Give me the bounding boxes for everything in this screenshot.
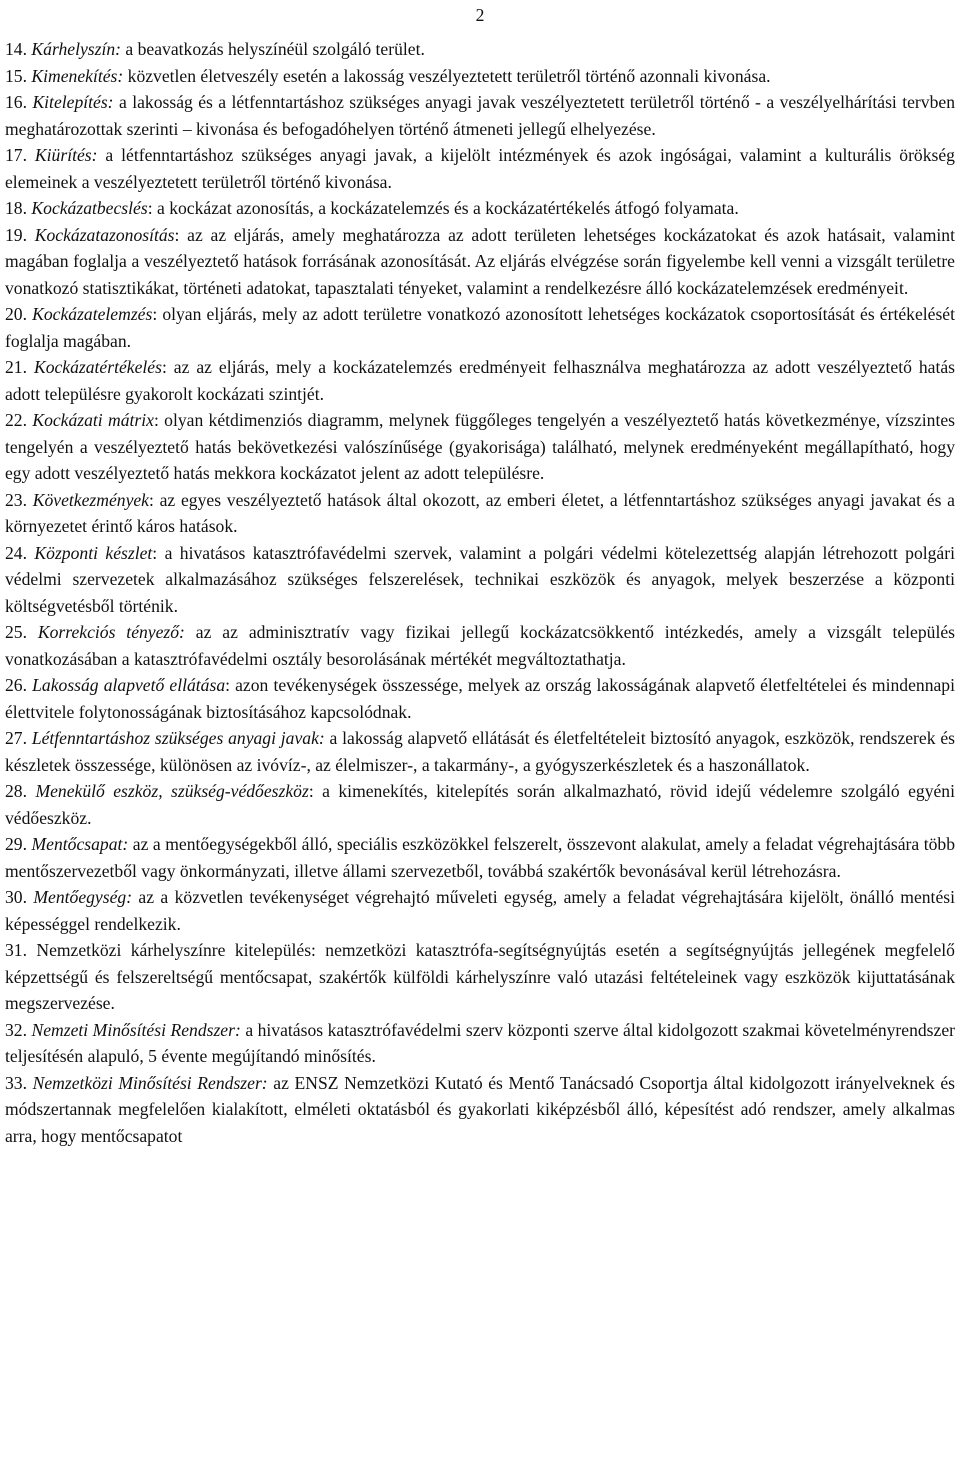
definition-item [5, 937, 955, 1017]
item-term: Kockázatértékelés [33, 357, 162, 377]
item-definition: az ENSZ Nemzetközi Kutató és Mentő Tanácsadó Csoportja által kidolgozott irányelveknek és módszertannak megfelelően kialakított, elméleti oktatásból és gyakorlati kiképzésből álló, képesítést adó rendszer, amely alkalmas arra, hogy mentőcsapatot [5, 1072, 955, 1146]
item-term: Kárhelyszín: [31, 39, 122, 59]
item-term: Lakosság alapvető ellátása [32, 675, 226, 695]
item-definition: az a mentőegységekből álló, speciális eszközökkel felszerelt, összevont alakulat, amely a feladat végrehajtására több mentőszervezetből vagy önkormányzati, illetve állami szervezetből, továbbá szakértők bevonásával kerül létrehozásra. [5, 834, 955, 881]
definition-item [5, 619, 955, 672]
definition-item [5, 222, 955, 302]
item-definition: : olyan kétdimenziós diagramm, melynek függőleges tengelyén a veszélyeztető hatás következménye, vízszintes tengelyén a veszélyeztető hatás bekövetkezési valószínűsége (gyakorisága) található, melynek eredményeként megállapítható, hogy egy adott veszélyeztető hatás mekkora kockázatot jelent az adott településre. [5, 410, 955, 483]
item-number: 18. [5, 198, 27, 218]
item-number: 31. [5, 940, 27, 960]
item-definition: a létfenntartáshoz szükséges anyagi javak, a kijelölt intézmények és azok ingóságai, valamint a kulturális örökség elemeinek a veszélyeztetett területről történő kivonása. [5, 145, 955, 192]
item-term: Következmények [32, 489, 149, 510]
item-definition: : azon tevékenységek összessége, melyek az ország lakosságának alapvető életfeltételei és mindennapi élettvitele folytonosságának biztosításához kapcsolódnak. [5, 675, 955, 722]
definition-item [5, 354, 955, 407]
item-definition: : az egyes veszélyeztető hatások által okozott, az emberi életet, a létfenntartáshoz szükséges anyagi javakat és a környezetet érintő káros hatások. [5, 489, 955, 536]
item-number: 16. [5, 92, 27, 112]
definition-item [5, 725, 955, 778]
item-number: 17. [5, 145, 27, 165]
definition-item [5, 407, 955, 487]
item-number: 20. [5, 304, 27, 324]
definition-item [5, 884, 955, 937]
item-term: Kockázatelemzés [32, 304, 153, 324]
definition-item [5, 1017, 955, 1070]
item-term: Mentőegység: [33, 887, 133, 907]
item-definition: az a közvetlen tevékenységet végrehajtó műveleti egység, amely a feladat végrehajtására kijelölt, önálló mentési képességgel rendelkezik. [5, 887, 955, 934]
definition-item [5, 142, 955, 195]
item-number: 22. [5, 410, 27, 430]
item-definition: a lakosság alapvető ellátását és életfeltételeit biztosító anyagok, eszközök, rendszerek és készletek összessége, különösen az ivóvíz-, az élelmiszer-, a takarmány-, a gyógyszerkészletek és a haszonállatok. [5, 728, 955, 775]
definition-item [5, 63, 955, 90]
item-definition: az az adminisztratív vagy fizikai jellegű kockázatcsökkentő intézkedés, amely a vizsgált település vonatkozásában a katasztrófavédelmi osztály besorolásának mértékét megváltoztathatja. [5, 622, 955, 669]
item-number: 32. [5, 1019, 27, 1040]
item-term: Kitelepítés: [32, 92, 114, 112]
definition-item [5, 1070, 955, 1150]
item-definition: : a kockázat azonosítás, a kockázatelemzés és a kockázatértékelés átfogó folyamata. [147, 198, 739, 218]
item-number: 15. [5, 65, 27, 86]
item-definition: : az az eljárás, mely a kockázatelemzés eredményeit felhasználva meghatározza az adott veszélyeztető hatás adott településre gyakorolt kockázati szintjét. [5, 357, 956, 404]
item-number: 21. [5, 357, 27, 377]
item-term: Kockázati mátrix [32, 410, 154, 430]
item-number: 24. [5, 542, 27, 563]
definition-item [5, 301, 955, 354]
definition-item [5, 36, 955, 63]
item-number: 23. [5, 489, 27, 510]
item-term: Létfenntartáshoz szükséges anyagi javak: [31, 728, 325, 748]
item-term: Kimenekítés: [31, 65, 124, 86]
item-number: 19. [5, 224, 27, 245]
item-number: 28. [5, 781, 27, 801]
item-number: 30. [5, 887, 27, 907]
definition-item [5, 778, 955, 831]
item-number: 27. [5, 728, 27, 748]
item-term: Központi készlet [34, 542, 153, 563]
item-term: Mentőcsapat: [31, 834, 129, 854]
item-number: 14. [5, 39, 27, 59]
item-term: Kiürítés: [34, 145, 98, 165]
item-definition: : a hivatásos katasztrófavédelmi szervek, valamint a polgári védelmi kötelezettség alapján létrehozott polgári védelmi szervezetek alkalmazásához szükséges felszerelések, technikai eszközök és anyagok, melyek beszerzése a központi költségvetésből történik. [5, 542, 955, 616]
definition-item [5, 195, 955, 222]
item-term: Nemzetközi Minősítési Rendszer: [32, 1072, 268, 1093]
item-number: 25. [5, 622, 27, 642]
item-term: Kockázatazonosítás [34, 224, 175, 245]
definitions-list [5, 36, 955, 1149]
definition-item [5, 831, 955, 884]
item-number: 26. [5, 675, 27, 695]
item-definition: : olyan eljárás, mely az adott területre vonatkozó azonosított lehetséges kockázatok csoportosítását és értékelését foglalja magában. [5, 304, 955, 351]
definition-item [5, 487, 955, 540]
item-term: Menekülő eszköz, szükség-védőeszköz [35, 781, 309, 801]
item-definition: : az az eljárás, amely meghatározza az adott területen lehetséges kockázatokat és azok hatásait, valamint magában foglalja a veszélyeztető hatások forrásának azonosítását. Az eljárás elvégzése során figyelembe kell venni a vizsgált területre vonatkozó statisztikákat, történeti adatokat, tapasztalati tényeket, valamint a rendelkezésre álló kockázatelemzések eredményeit. [5, 224, 955, 298]
item-definition: közvetlen életveszély esetén a lakosság veszélyeztetett területről történő azonnali kivonása. [123, 65, 771, 86]
item-number: 33. [5, 1072, 27, 1093]
item-term: Korrekciós tényező: [37, 622, 185, 642]
item-term: Nemzeti Minősítési Rendszer: [31, 1019, 241, 1040]
page-number: 2 [475, 5, 485, 25]
item-definition: a hivatásos katasztrófavédelmi szerv központi szerve által kidolgozott szakmai követelményrendszer teljesítésén alapuló, 5 évente megújítandó minősítés. [5, 1019, 956, 1066]
definition-item [5, 89, 955, 142]
item-definition: : a kimenekítés, kitelepítés során alkalmazható, rövid idejű védelemre szolgáló egyéni védőeszköz. [5, 781, 955, 828]
item-definition: a beavatkozás helyszínéül szolgáló terület. [121, 39, 425, 59]
definition-item [5, 672, 955, 725]
item-number: 29. [5, 834, 27, 854]
item-term: Kockázatbecslés [31, 198, 148, 218]
item-definition: a lakosság és a létfenntartáshoz szükséges anyagi javak veszélyeztetett területről történő - a veszélyelhárítási tervben meghatározottak szerinti – kivonása és befogadóhelyen történő átmeneti jellegű elhelyezése. [5, 92, 955, 139]
item-definition: Nemzetközi kárhelyszínre kitelepülés: nemzetközi katasztrófa-segítségnyújtás esetén a segítségnyújtás jellegének megfelelő képzettségű és felszereltségű mentőcsapat, szakértők külföldi kárhelyszínre való utazási feltételeinek vagy eszközök kijuttatásának megszervezése. [5, 940, 955, 1013]
definition-item [5, 540, 955, 620]
